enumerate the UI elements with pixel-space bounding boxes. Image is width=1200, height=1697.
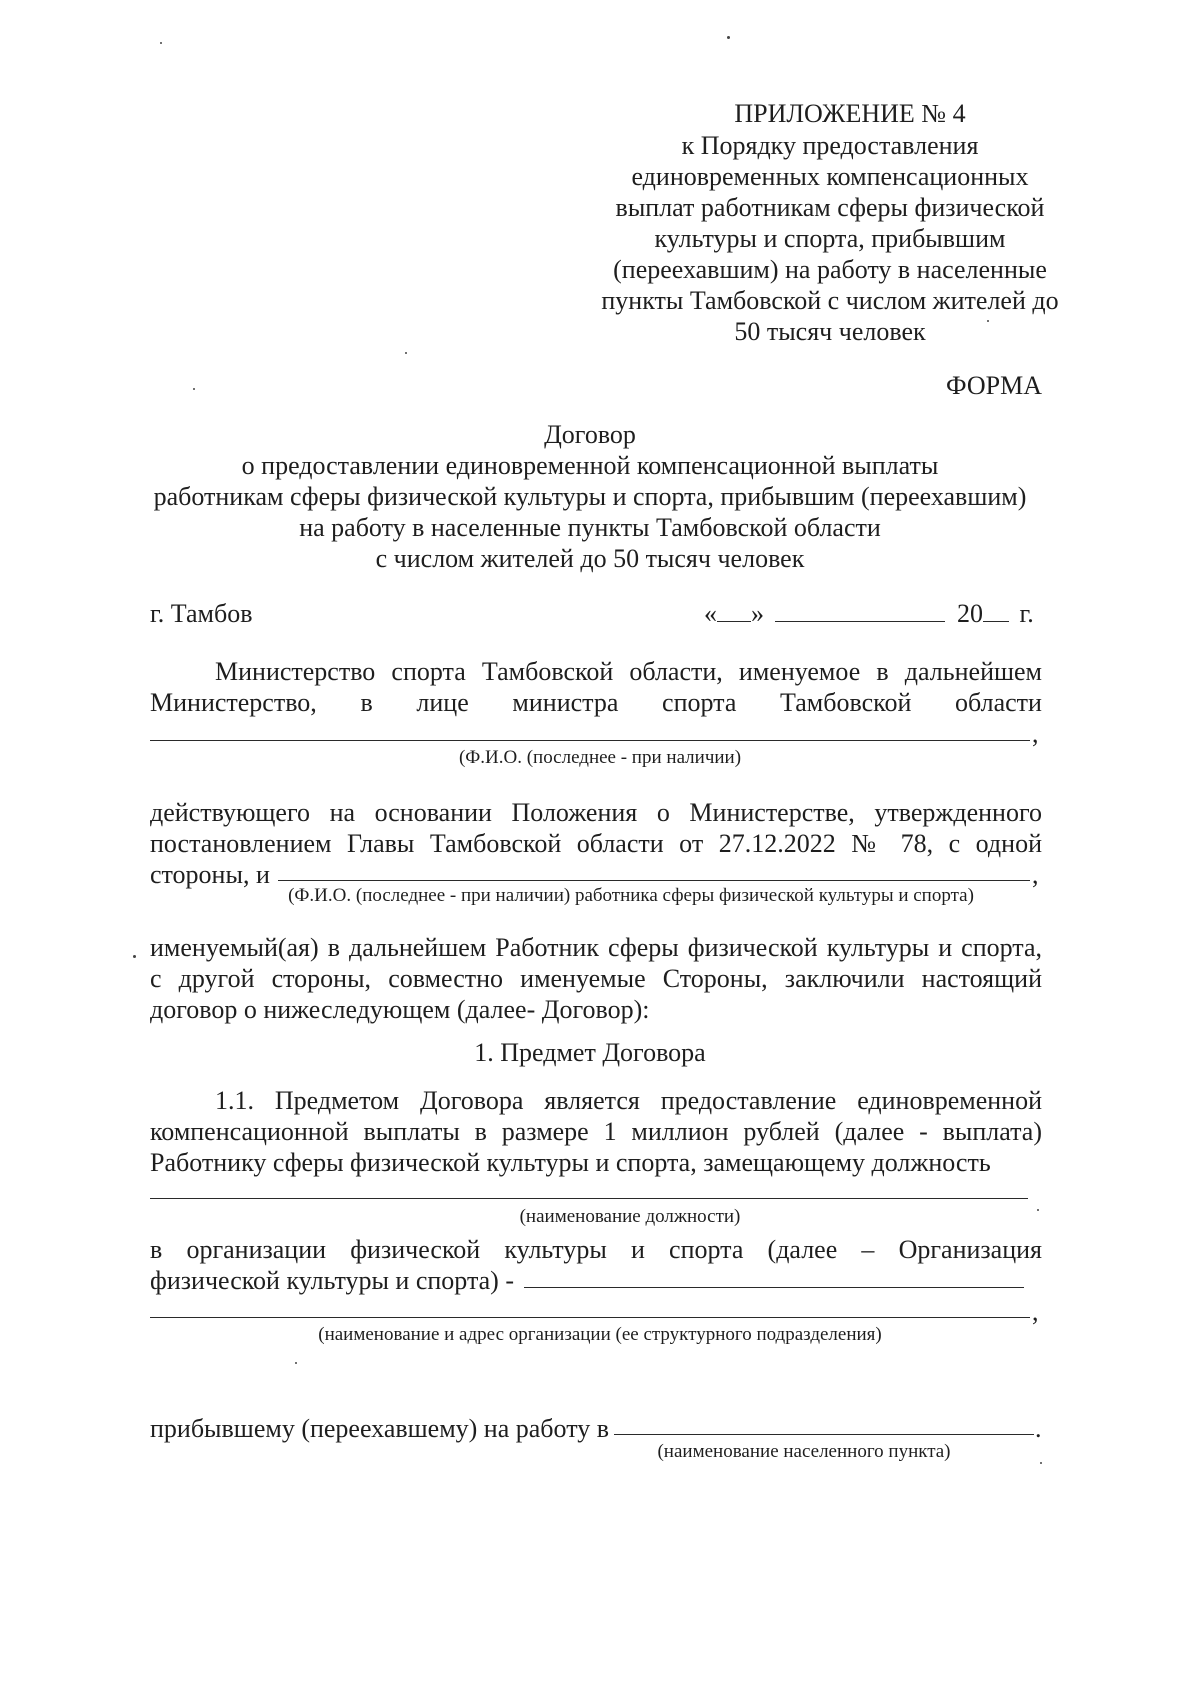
- scan-speck: [160, 42, 162, 44]
- intro-word: области: [955, 688, 1042, 717]
- caption-settlement: (наименование населенного пункта): [657, 1441, 951, 1462]
- comma: ,: [1032, 719, 1039, 748]
- basis-line: постановлением Главы Тамбовской области от 27.12.2022 № 78, с одной: [150, 829, 1042, 858]
- scan-speck: [295, 1362, 297, 1364]
- date-line: [704, 598, 1034, 630]
- org-line: физической культуры и спорта) -: [150, 1266, 514, 1295]
- intro-word: в: [360, 688, 373, 717]
- worker-line: договор о нижеследующем (далее- Договор):: [150, 995, 650, 1024]
- intro-word: Министерство,: [150, 688, 317, 717]
- city: г. Тамбов: [150, 599, 253, 628]
- appendix-line: пункты Тамбовской с числом жителей до: [601, 286, 1059, 315]
- scan-speck: [133, 955, 136, 958]
- intro-word: спорта: [662, 688, 737, 717]
- appendix-line: (переехавшим) на работу в населенные: [613, 255, 1047, 284]
- worker-name-blank[interactable]: [278, 880, 1030, 881]
- quote-close: »: [751, 599, 764, 628]
- caption-position: (наименование должности): [519, 1206, 741, 1227]
- worker-line: с другой стороны, совместно именуемые Стороны, заключили настоящий: [150, 964, 1042, 993]
- settlement-blank[interactable]: [614, 1434, 1034, 1435]
- day-blank[interactable]: [717, 601, 751, 622]
- appendix-line: 50 тысяч человек: [734, 317, 926, 346]
- appendix-line: культуры и спорта, прибывшим: [654, 224, 1006, 253]
- form-label: ФОРМА: [946, 371, 1042, 400]
- year-prefix: 20: [957, 599, 983, 628]
- worker-line: именуемый(ая) в дальнейшем Работник сферы физической культуры и спорта,: [150, 933, 1042, 962]
- appendix-line: выплат работникам сферы физической: [615, 193, 1045, 222]
- intro-line-2: [150, 687, 1042, 719]
- scan-speck: [727, 36, 730, 39]
- contract-subtitle-line: работникам сферы физической культуры и спорта, прибывшим (переехавшим): [153, 482, 1027, 511]
- basis-line: действующего на основании Положения о Министерстве, утвержденного: [150, 798, 1042, 827]
- comma: ,: [1032, 860, 1039, 889]
- quote-open: «: [704, 599, 717, 628]
- appendix-line: единовременных компенсационных: [631, 162, 1029, 191]
- caption-worker-name: (Ф.И.О. (последнее - при наличии) работника сферы физической культуры и спорта): [288, 885, 974, 906]
- subject-line: компенсационной выплаты в размере 1 миллион рублей (далее - выплата): [150, 1117, 1042, 1146]
- minister-name-blank[interactable]: [150, 740, 1030, 741]
- contract-subtitle-line: с числом жителей до 50 тысяч человек: [375, 544, 805, 573]
- comma: ,: [1032, 1297, 1039, 1326]
- caption-organization: (наименование и адрес организации (ее структурного подразделения): [318, 1324, 882, 1345]
- basis-line: стороны, и: [150, 860, 270, 889]
- intro-line: Министерство спорта Тамбовской области, именуемое в дальнейшем: [215, 657, 1042, 686]
- appendix-title: ПРИЛОЖЕНИЕ № 4: [734, 99, 966, 128]
- contract-title: Договор: [544, 420, 636, 449]
- scan-speck: [1037, 1209, 1039, 1211]
- year-suffix: г.: [1019, 599, 1034, 628]
- subject-line: 1.1. Предметом Договора является предоставление единовременной: [215, 1086, 1042, 1115]
- period: .: [1035, 1414, 1042, 1443]
- intro-word: лице: [416, 688, 469, 717]
- scan-speck: [1040, 1462, 1042, 1464]
- position-blank[interactable]: [150, 1198, 1028, 1199]
- contract-subtitle-line: о предоставлении единовременной компенсационной выплаты: [241, 451, 939, 480]
- scan-speck: [193, 388, 195, 390]
- subject-line: Работнику сферы физической культуры и спорта, замещающему должность: [150, 1148, 991, 1177]
- org-address-blank[interactable]: [150, 1317, 1030, 1318]
- intro-word: Тамбовской: [780, 688, 912, 717]
- year-blank[interactable]: [983, 601, 1009, 622]
- intro-word: министра: [512, 688, 619, 717]
- contract-subtitle-line: на работу в населенные пункты Тамбовской области: [299, 513, 881, 542]
- arrived-line: прибывшему (переехавшему) на работу в: [150, 1414, 609, 1443]
- org-name-blank[interactable]: [524, 1287, 1024, 1288]
- org-line: в организации физической культуры и спорта (далее – Организация: [150, 1235, 1042, 1264]
- section-heading: 1. Предмет Договора: [474, 1038, 706, 1067]
- month-blank[interactable]: [775, 601, 945, 622]
- scan-speck: [405, 352, 407, 354]
- caption-minister-name: (Ф.И.О. (последнее - при наличии): [458, 747, 742, 768]
- appendix-line: к Порядку предоставления: [681, 131, 979, 160]
